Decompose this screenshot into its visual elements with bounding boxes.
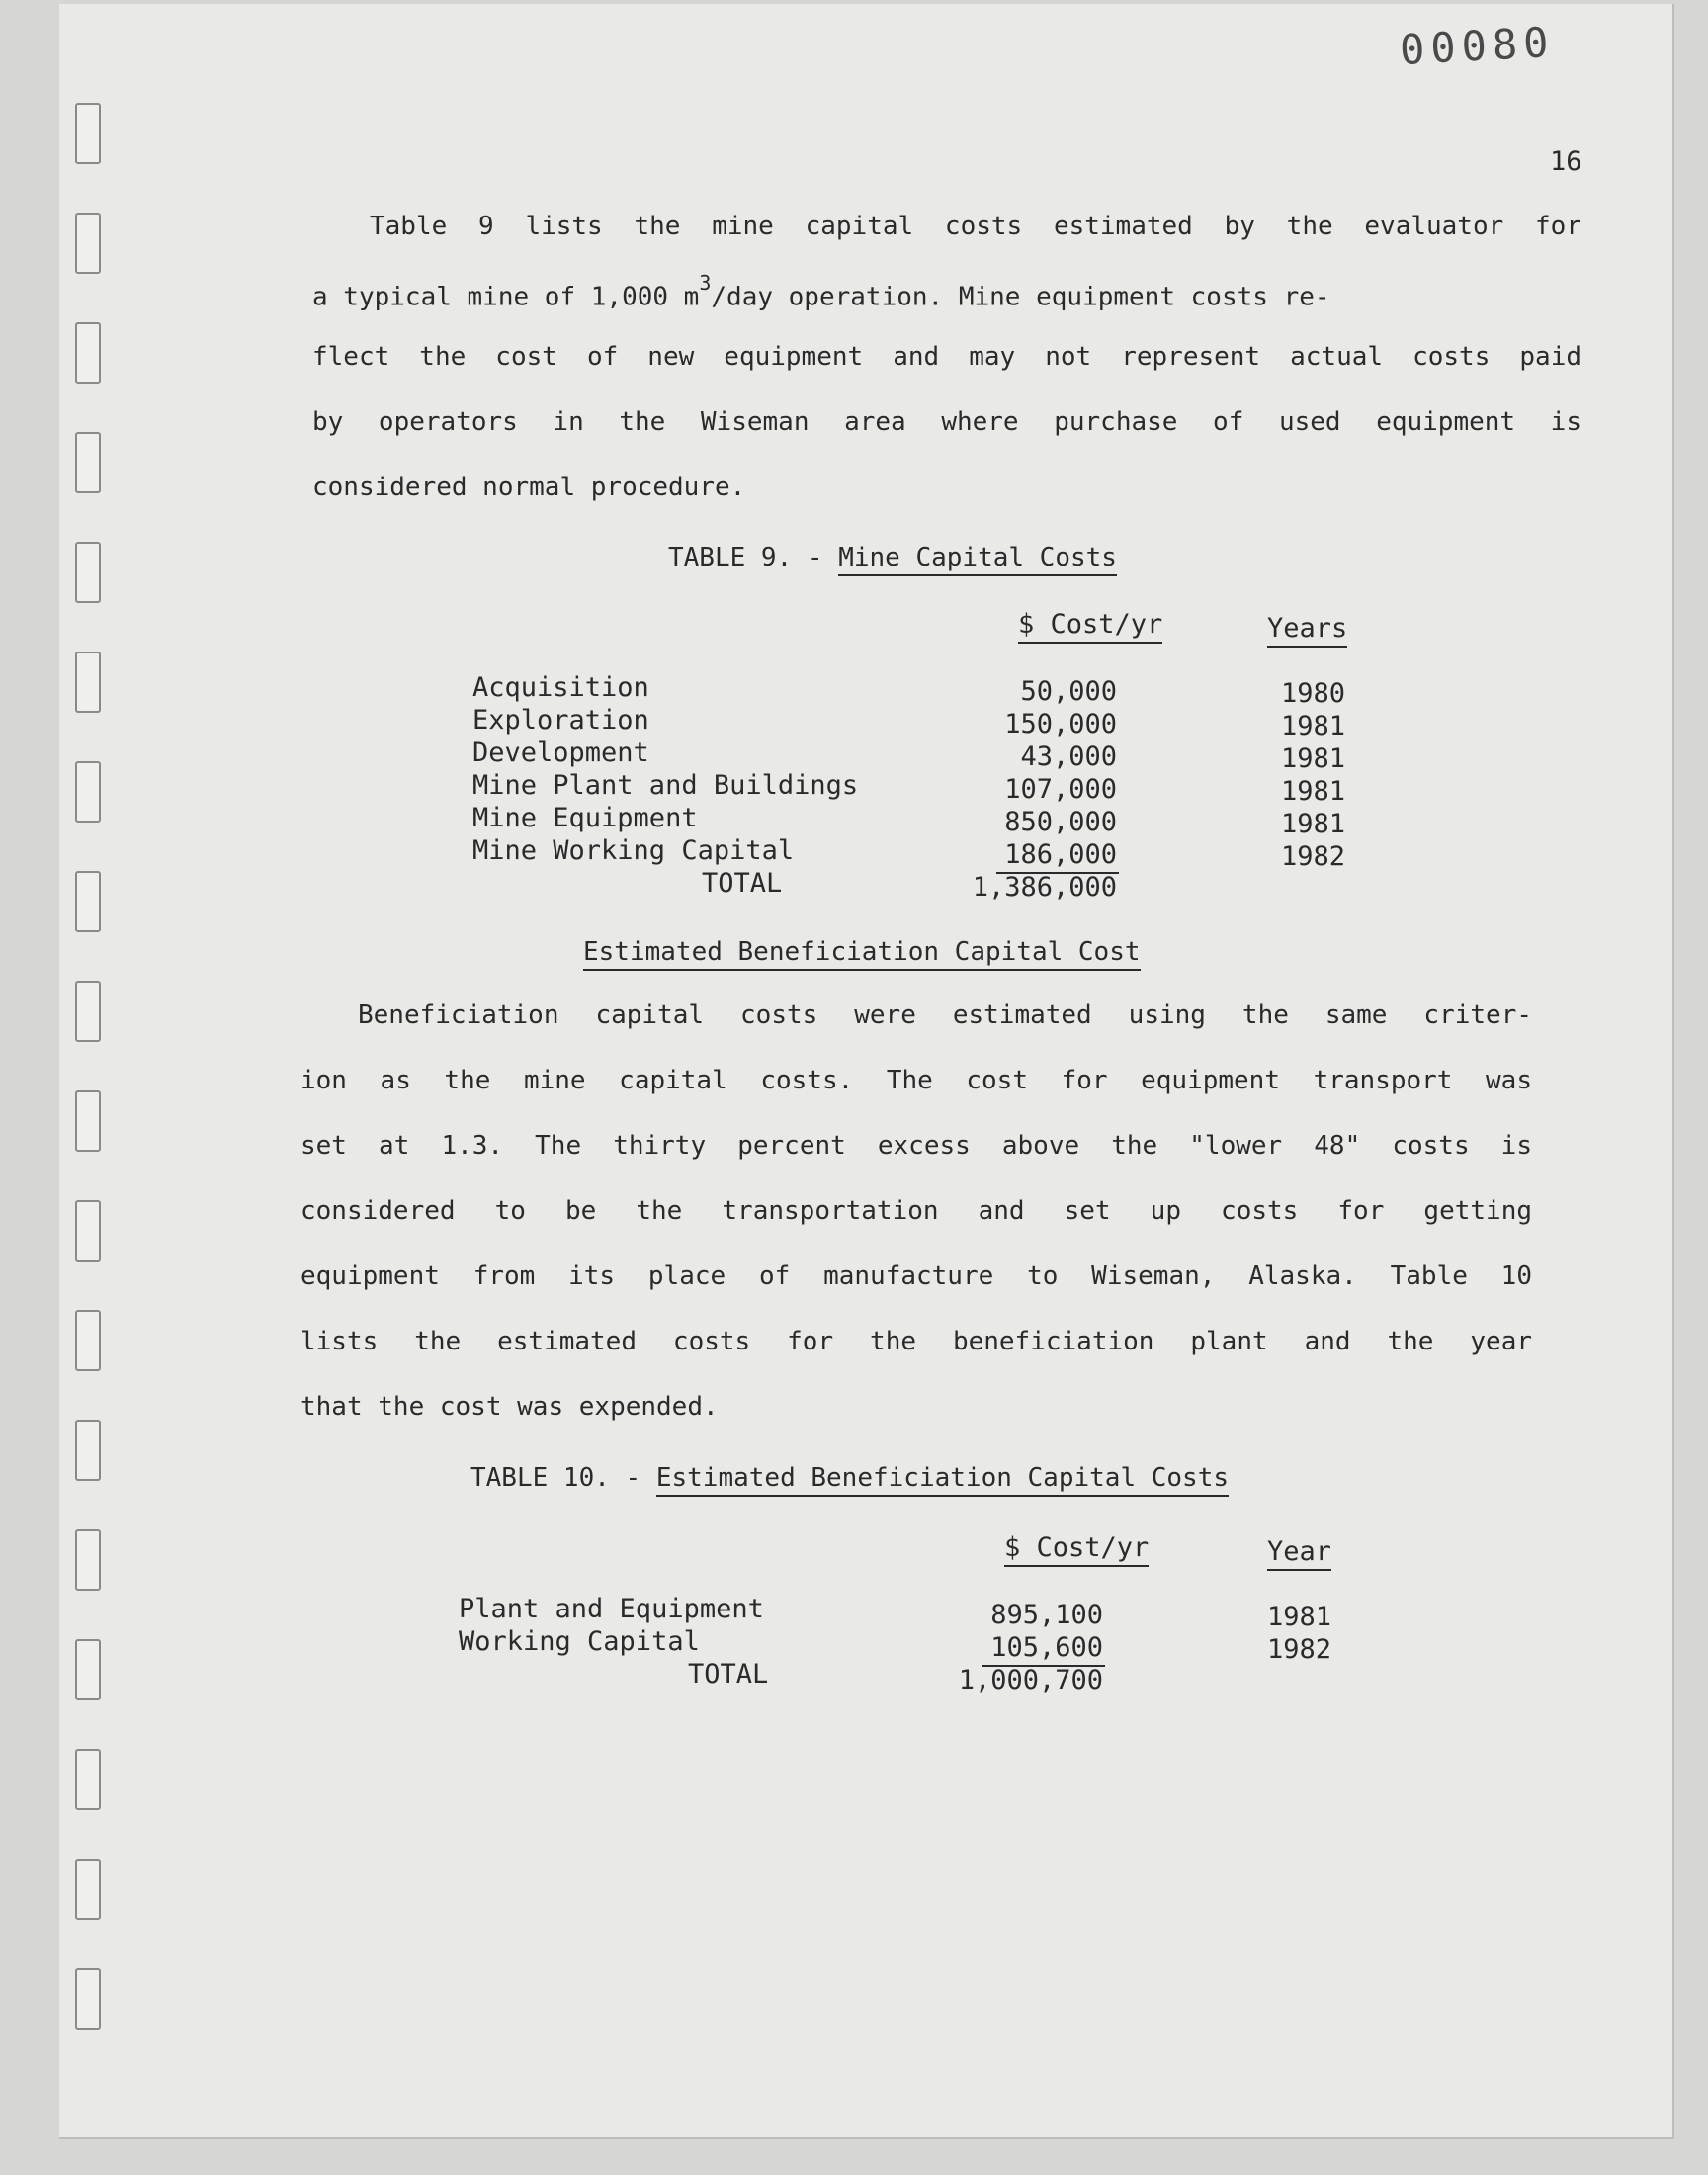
- table9-row-cost: 150,000: [1004, 709, 1117, 740]
- text-line: that the cost was expended.: [300, 1392, 719, 1422]
- table10-total-label: TOTAL: [688, 1659, 769, 1690]
- table10-row-label: Plant and Equipment: [459, 1594, 764, 1624]
- table9-row-label: Mine Working Capital: [472, 835, 795, 866]
- binder-hole: [75, 1529, 101, 1591]
- table9-row-year: 1981: [1281, 809, 1346, 839]
- text-line: Beneficiation capital costs were estimated using the same criter-: [358, 1000, 1532, 1030]
- table10-row-cost: 105,600: [990, 1632, 1103, 1663]
- text-line: considered normal procedure.: [312, 473, 746, 502]
- document-stamp: 00080: [1398, 17, 1556, 75]
- text-line: considered to be the transportation and set up costs for getting: [300, 1196, 1532, 1226]
- text-line: by operators in the Wiseman area where purchase of used equipment is: [312, 407, 1581, 437]
- text-line: set at 1.3. The thirty percent excess above the "lower 48" costs is: [300, 1131, 1532, 1161]
- binder-hole: [75, 981, 101, 1042]
- section-heading: [583, 937, 1141, 967]
- table9-row-cost: 107,000: [1004, 774, 1117, 805]
- table10-header-year: Year: [1267, 1536, 1331, 1571]
- table9-caption: [668, 543, 1117, 572]
- table9-header-cost: $ Cost/yr: [1018, 609, 1162, 644]
- text-line: Table 9 lists the mine capital costs estimated by the evaluator for: [370, 212, 1581, 241]
- table10-total-value: 1,000,700: [958, 1665, 1103, 1696]
- table10-row-year: 1981: [1267, 1602, 1332, 1632]
- binder-hole: [75, 103, 101, 164]
- binder-hole: [75, 432, 101, 493]
- table9-row-label: Development: [472, 738, 649, 768]
- text-line: equipment from its place of manufacture to Wiseman, Alaska. Table 10: [300, 1262, 1532, 1291]
- binder-hole: [75, 1310, 101, 1371]
- table9-total-value: 1,386,000: [972, 872, 1117, 903]
- binder-hole: [75, 1639, 101, 1700]
- table10-row-cost: 895,100: [990, 1600, 1103, 1630]
- text-segment: [312, 271, 1330, 312]
- table9-header-years: Years: [1267, 613, 1347, 648]
- table10-caption: [470, 1463, 1229, 1493]
- table9-caption-prefix: TABLE 9. -: [668, 543, 839, 572]
- text-line: ion as the mine capital costs. The cost for equipment transport was: [300, 1066, 1532, 1095]
- binder-hole: [75, 322, 101, 384]
- table9-row-year: 1982: [1281, 841, 1346, 872]
- table9-row-cost: 186,000: [1004, 839, 1117, 870]
- binder-hole: [75, 1859, 101, 1920]
- table9-row-cost: 50,000: [1020, 676, 1117, 707]
- table10-caption-prefix: TABLE 10. -: [470, 1463, 656, 1493]
- table9-caption-title: Mine Capital Costs: [838, 543, 1117, 576]
- binder-hole: [75, 1420, 101, 1481]
- binder-hole: [75, 652, 101, 713]
- binder-hole: [75, 1968, 101, 2030]
- page-number: 16: [1550, 146, 1582, 177]
- section-heading-text: Estimated Beneficiation Capital Cost: [583, 937, 1141, 971]
- binder-hole: [75, 1200, 101, 1262]
- binder-hole: [75, 213, 101, 274]
- text-line: lists the estimated costs for the beneficiation plant and the year: [300, 1327, 1532, 1356]
- table9-row-year: 1981: [1281, 776, 1346, 807]
- table9-total-label: TOTAL: [702, 868, 783, 899]
- table9-row-label: Exploration: [472, 705, 649, 736]
- binder-hole: [75, 1090, 101, 1152]
- table10-row-label: Working Capital: [459, 1626, 700, 1657]
- table9-row-label: Mine Plant and Buildings: [472, 770, 859, 801]
- document-page: [59, 4, 1674, 2139]
- text-segment: a typical mine of 1,000 m: [312, 282, 700, 312]
- binder-holes: [75, 103, 105, 2080]
- text-line: flect the cost of new equipment and may not represent actual costs paid: [312, 342, 1581, 372]
- binder-hole: [75, 1749, 101, 1810]
- table9-row-year: 1981: [1281, 743, 1346, 774]
- table9-row-cost: 43,000: [1020, 741, 1117, 772]
- table9-row-label: Mine Equipment: [472, 803, 698, 833]
- superscript: 3: [699, 271, 712, 295]
- table9-row-cost: 850,000: [1004, 807, 1117, 837]
- table10-header-cost: $ Cost/yr: [1004, 1532, 1149, 1567]
- binder-hole: [75, 761, 101, 823]
- binder-hole: [75, 542, 101, 603]
- table10-row-year: 1982: [1267, 1634, 1332, 1665]
- table9-row-year: 1980: [1281, 678, 1346, 709]
- text-line: [312, 271, 1581, 312]
- table9-row-year: 1981: [1281, 711, 1346, 741]
- table10-caption-title: Estimated Beneficiation Capital Costs: [656, 1463, 1229, 1497]
- text-segment: /day operation. Mine equipment costs re-: [711, 282, 1330, 312]
- binder-hole: [75, 871, 101, 932]
- table9-row-label: Acquisition: [472, 672, 649, 703]
